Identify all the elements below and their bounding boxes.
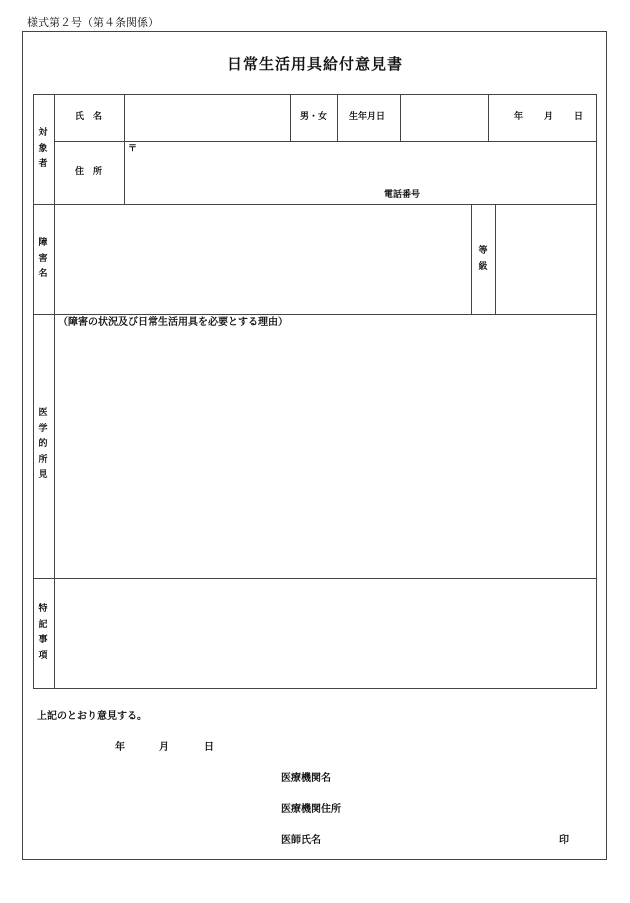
special-remarks-field[interactable] bbox=[56, 580, 594, 686]
form-title: 日常生活用具給付意見書 bbox=[226, 55, 403, 73]
birth-label-divider bbox=[400, 94, 401, 141]
row-divider-subject-disability bbox=[33, 204, 597, 205]
sex-right-divider bbox=[337, 94, 338, 141]
special-remarks-label: 特 記 事 項 bbox=[38, 604, 48, 661]
table-top-border bbox=[33, 94, 597, 95]
row-divider-disability-findings bbox=[33, 314, 597, 315]
birthdate-field[interactable] bbox=[402, 96, 486, 139]
date-day-label: 日 bbox=[204, 742, 214, 753]
address-label: 住 所 bbox=[75, 167, 103, 177]
table-left-border bbox=[33, 94, 34, 688]
disability-label: 障 害 名 bbox=[38, 238, 48, 279]
seal-mark: 印 bbox=[559, 835, 569, 846]
sex-label[interactable]: 男・女 bbox=[300, 112, 328, 122]
medical-findings-field[interactable] bbox=[58, 334, 594, 574]
name-label-divider bbox=[124, 94, 125, 204]
birth-day-label: 日 bbox=[574, 112, 584, 122]
phone-field[interactable] bbox=[432, 186, 592, 202]
table-right-border bbox=[596, 94, 597, 688]
birth-value-divider bbox=[488, 94, 489, 141]
medical-findings-label: 医 学 的 所 見 bbox=[38, 408, 48, 480]
doctor-name-label: 医師氏名 bbox=[281, 835, 321, 846]
label-column-divider bbox=[54, 94, 55, 688]
name-field[interactable] bbox=[126, 96, 288, 139]
birth-month-label: 月 bbox=[544, 112, 554, 122]
birth-year-label: 年 bbox=[514, 112, 524, 122]
sex-left-divider bbox=[290, 94, 291, 141]
form-number: 様式第２号（第４条関係） bbox=[27, 16, 159, 29]
grade-field[interactable] bbox=[497, 206, 594, 312]
name-label: 氏 名 bbox=[75, 112, 103, 122]
institution-name-label: 医療機関名 bbox=[281, 773, 331, 784]
phone-label: 電話番号 bbox=[384, 190, 421, 200]
birthdate-label: 生年月日 bbox=[349, 112, 386, 122]
table-bottom-border bbox=[33, 688, 597, 689]
row-divider-findings-remarks bbox=[33, 578, 597, 579]
medical-findings-note: （障害の状況及び日常生活用具を必要とする理由） bbox=[58, 317, 288, 328]
grade-label: 等 級 bbox=[478, 246, 488, 272]
disability-name-field[interactable] bbox=[56, 206, 469, 312]
row-divider-name-address bbox=[54, 141, 597, 142]
grade-left-divider bbox=[471, 204, 472, 314]
grade-right-divider bbox=[495, 204, 496, 314]
subject-label: 対 象 者 bbox=[38, 128, 48, 169]
date-year-label: 年 bbox=[115, 742, 125, 753]
institution-address-label: 医療機関住所 bbox=[281, 804, 341, 815]
address-field[interactable] bbox=[140, 143, 590, 183]
date-month-label: 月 bbox=[159, 742, 169, 753]
postal-mark: 〒 bbox=[128, 144, 138, 154]
statement-text: 上記のとおり意見する。 bbox=[37, 711, 147, 722]
